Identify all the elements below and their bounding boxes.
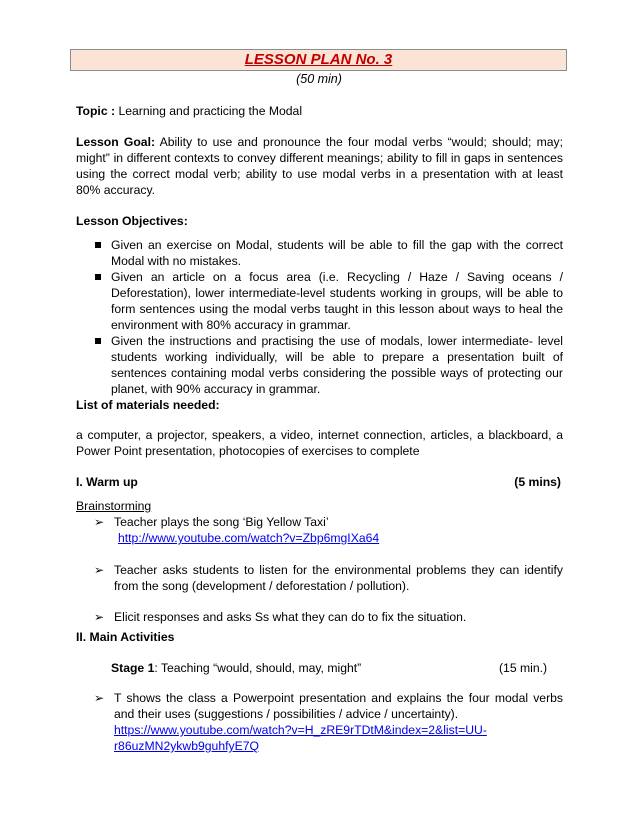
objective-item: Given an article on a focus area (i.e. Recycling / Haze / Saving oceans / Deforestation), lower intermediate-level students working in groups, will be able to form sentences using the modal verbs taught in this lesson about ways to heal the environment with 80% accuracy in grammar.	[92, 269, 563, 333]
main-activities-heading: II. Main Activities	[76, 630, 175, 644]
arrow-bullet-icon: ➢	[94, 610, 105, 624]
lesson-title: LESSON PLAN No. 3	[244, 51, 393, 68]
main-list	[94, 690, 563, 754]
lesson-duration: (50 min)	[296, 72, 342, 86]
goal-label: Lesson Goal:	[76, 135, 156, 149]
topic-value: Learning and practicing the Modal	[118, 104, 303, 118]
presentation-video-link[interactable]: https://www.youtube.com/watch?v=H_zRE9rTDtM&index=2&list=UU-	[114, 723, 487, 737]
warmup-item: ➢ Teacher plays the song ‘Big Yellow Taxi’	[94, 515, 329, 529]
title-banner	[70, 49, 567, 71]
stage-time: (15 min.)	[499, 661, 548, 675]
warmup-item: ➢ Elicit responses and asks Ss what they can do to fix the situation.	[94, 610, 467, 624]
materials-text: a computer, a projector, speakers, a video, internet connection, articles, a blackboard, a Power Point presentation, photocopies of exercises to complete	[76, 428, 563, 458]
objectives-heading: Lesson Objectives:	[76, 214, 188, 228]
goal-text: Ability to use and pronounce the four modal verbs “would; should; may; might” in different contexts to convey different meanings; ability to fill in gaps in sentences using the correct modal verb; ability to use modal verbs in a presentation with at least 80% accuracy.	[76, 135, 563, 197]
topic-label: Topic :	[76, 104, 116, 118]
brainstorming-heading: Brainstorming	[76, 499, 152, 513]
warmup-list	[94, 514, 563, 625]
arrow-bullet-icon: ➢	[94, 563, 105, 577]
main-item: ➢ T shows the class a Powerpoint presentation and explains the four modal verbs and their uses (suggestions / possibilities / advice / uncertainty). https://www.youtube.com/watch?v=H_zRE9rTDtM&index=2&list=UU- r86uzMN2ykwb9guhfyE7Q	[94, 691, 563, 753]
arrow-bullet-icon: ➢	[94, 691, 105, 705]
stage-row	[111, 660, 563, 676]
square-bullet-icon	[95, 242, 101, 248]
lesson-goal	[76, 134, 563, 198]
objectives-list	[92, 237, 563, 397]
arrow-bullet-icon: ➢	[94, 515, 105, 529]
square-bullet-icon	[95, 274, 101, 280]
topic-line	[76, 103, 563, 119]
warmup-time: (5 mins)	[514, 475, 561, 489]
objective-item: Given an exercise on Modal, students will be able to fill the gap with the correct Modal with no mistakes.	[92, 237, 563, 269]
materials-heading: List of materials needed:	[76, 398, 220, 412]
objective-item: Given the instructions and practising the use of modals, lower intermediate- level students working individually, will be able to prepare a presentation built of sentences containing modal verbs considering the possible ways of protecting our planet, with 90% accuracy in grammar.	[92, 333, 563, 397]
warmup-heading: I. Warm up	[76, 475, 138, 489]
stage-label: Stage 1	[111, 661, 155, 675]
warmup-heading-row	[76, 474, 563, 490]
square-bullet-icon	[95, 338, 101, 344]
presentation-video-link-cont[interactable]: r86uzMN2ykwb9guhfyE7Q	[114, 739, 259, 753]
stage-text: : Teaching “would, should, may, might”	[154, 661, 362, 675]
warmup-link-line	[94, 530, 563, 546]
song-video-link[interactable]: http://www.youtube.com/watch?v=Zbp6mgIXa64	[118, 531, 380, 545]
warmup-item: ➢ Teacher asks students to listen for the environmental problems they can identify from the song (development / deforestation / pollution).	[94, 563, 563, 593]
